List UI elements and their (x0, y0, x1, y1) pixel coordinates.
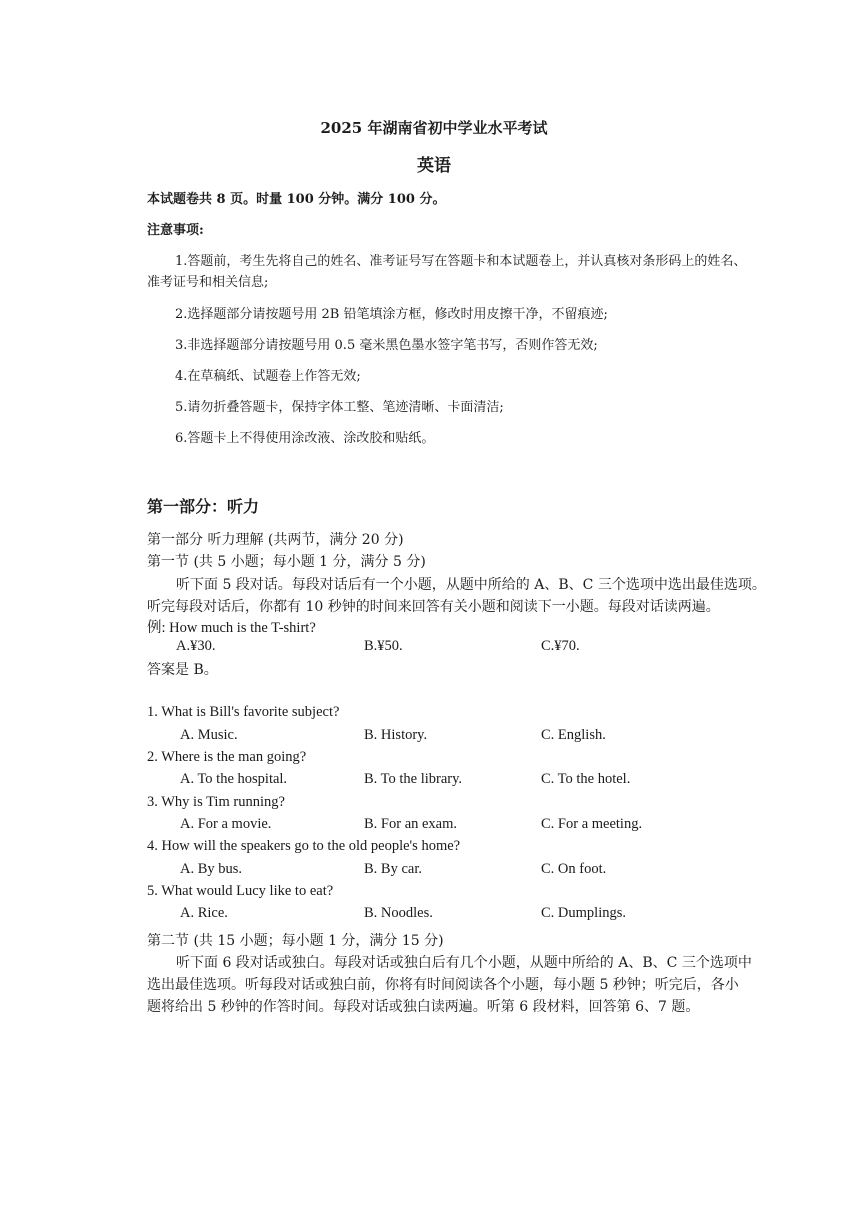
note-3: 3.非选择题部分请按题号用 0.5 毫米黑色墨水签字笔书写，否则作答无效; (175, 338, 598, 353)
example-question: 例: How much is the T-shirt? (147, 620, 316, 636)
section-1-heading: 第一节 (共 5 小题；每小题 1 分，满分 5 分) (147, 554, 426, 570)
section-2-instruction-line-2: 选出最佳选项。听每段对话或独白前，你将有时间阅读各个小题，每小题 5 秒钟；听完后，各小 (147, 977, 739, 993)
question-5-option-a: A. Rice. (180, 905, 228, 921)
section-1-instruction-line-1: 听下面 5 段对话。每段对话后有一个小题，从题中所给的 A、B、C 三个选项中选出最佳选项。 (176, 577, 766, 593)
note-1-line-1: 1.答题前，考生先将自己的姓名、准考证号写在答题卡和本试题卷上，并认真核对条形码上的姓名、 (175, 254, 747, 269)
section-2-heading: 第二节 (共 15 小题；每小题 1 分，满分 15 分) (147, 933, 444, 949)
example-answer: 答案是 B。 (147, 662, 218, 678)
question-1-option-b: B. History. (364, 727, 428, 743)
section-2-instruction-line-3: 题将给出 5 秒钟的作答时间。每段对话或独白读两遍。听第 6 段材料，回答第 6、7 题。 (147, 999, 700, 1015)
question-3-option-b: B. For an exam. (364, 816, 458, 832)
question-1: 1. What is Bill's favorite subject? (147, 704, 340, 720)
note-5: 5.请勿折叠答题卡，保持字体工整、笔迹清晰、卡面清洁; (175, 400, 504, 415)
question-2: 2. Where is the man going? (147, 749, 307, 765)
question-2-option-c: C. To the hotel. (541, 771, 631, 787)
question-4-option-c: C. On foot. (541, 861, 607, 877)
question-3: 3. Why is Tim running? (147, 794, 285, 810)
question-1-option-c: C. English. (541, 727, 606, 743)
exam-title: 2025 年湖南省初中学业水平考试 (320, 119, 548, 137)
question-5-option-c: C. Dumplings. (541, 905, 626, 921)
question-2-option-b: B. To the library. (364, 771, 463, 787)
question-4: 4. How will the speakers go to the old people's home? (147, 838, 461, 854)
question-4-option-a: A. By bus. (180, 861, 243, 877)
question-4-option-b: B. By car. (364, 861, 422, 877)
example-option-a: A.¥30. (176, 638, 216, 654)
section-2-instruction-line-1: 听下面 6 段对话或独白。每段对话或独白后有几个小题，从题中所给的 A、B、C 三个选项中 (176, 955, 752, 971)
example-option-b: B.¥50. (364, 638, 403, 654)
question-3-option-c: C. For a meeting. (541, 816, 643, 832)
note-1-line-2: 准考证号和相关信息; (147, 275, 269, 290)
note-2: 2.选择题部分请按题号用 2B 铅笔填涂方框，修改时用皮擦干净，不留痕迹; (175, 307, 608, 322)
question-1-option-a: A. Music. (180, 727, 238, 743)
part-1-subheading: 第一部分 听力理解 (共两节，满分 20 分) (147, 532, 404, 548)
part-1-heading: 第一部分：听力 (147, 497, 260, 516)
example-option-c: C.¥70. (541, 638, 580, 654)
notes-heading: 注意事项: (147, 223, 204, 238)
question-2-option-a: A. To the hospital. (180, 771, 288, 787)
note-6: 6.答题卡上不得使用涂改液、涂改胶和贴纸。 (175, 431, 435, 446)
question-5: 5. What would Lucy like to eat? (147, 883, 334, 899)
note-4: 4.在草稿纸、试题卷上作答无效; (175, 369, 361, 384)
section-1-instruction-line-2: 听完每段对话后，你都有 10 秒钟的时间来回答有关小题和阅读下一小题。每段对话读两遍。 (147, 599, 720, 615)
question-3-option-a: A. For a movie. (180, 816, 272, 832)
question-5-option-b: B. Noodles. (364, 905, 433, 921)
exam-info: 本试题卷共 8 页。时量 100 分钟。满分 100 分。 (147, 192, 446, 207)
subject-title: 英语 (417, 156, 451, 176)
